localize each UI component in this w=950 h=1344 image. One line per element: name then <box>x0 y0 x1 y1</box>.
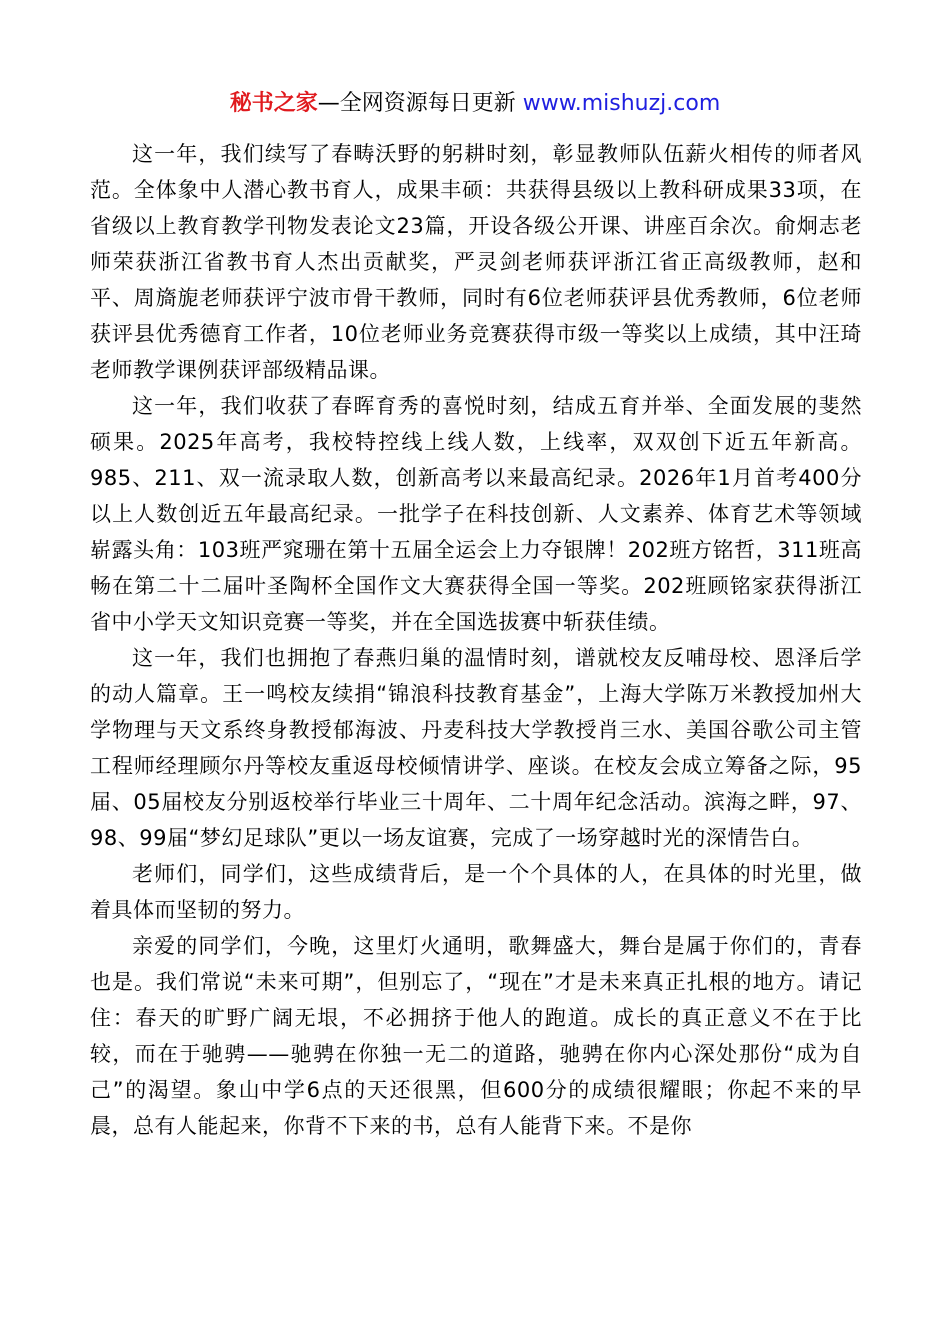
paragraph-alumni: 这一年，我们也拥抱了春燕归巢的温情时刻，谱就校友反哺母校、恩泽后学的动人篇章。王一鸣校友续捐“锦浪科技教育基金”，上海大学陈万米教授加州大学物理与天文系终身教授郁海波、丹麦科技大学教授肖三水、美国谷歌公司主管工程师经理顾尔丹等校友重返母校倾情讲学、座谈。在校友会成立筹备之际，95届、05届校友分别返校举行毕业三十周年、二十周年纪念活动。滨海之畔，97、98、99届“梦幻足球队”更以一场友谊赛，完成了一场穿越时光的深情告白。 <box>90 646 862 850</box>
page-header <box>0 86 950 122</box>
paragraph-student-achievements: 这一年，我们收获了春晖育秀的喜悦时刻，结成五育并举、全面发展的斐然硕果。2025年高考，我校特控线上线人数，上线率，双双创下近五年新高。985、211、双一流录取人数，创新高考以来最高纪录。2026年1月首考400分以上人数创近五年最高纪录。一批学子在科技创新、人文素养、体育艺术等领域崭露头角：103班严窕珊在第十五届全运会上力夺银牌！202班方铭哲，311班高畅在第二十二届叶圣陶杯全国作文大赛获得全国一等奖。202班顾铭家获得浙江省中小学天文知识竞赛一等奖，并在全国选拔赛中斩获佳绩。 <box>90 394 862 634</box>
brand-name: 秘书之家 <box>229 91 318 116</box>
paragraph-teachers-achievements: 这一年，我们续写了春畴沃野的躬耕时刻，彰显教师队伍薪火相传的师者风范。全体象中人潜心教书育人，成果丰硕：共获得县级以上教科研成果33项，在省级以上教育教学刊物发表论文23篇，开设各级公开课、讲座百余次。俞炯志老师荣获浙江省教书育人杰出贡献奖，严灵剑老师获评浙江省正高级教师，赵和平、周旖旎老师获评宁波市骨干教师，同时有6位老师获评县优秀教师，6位老师获评县优秀德育工作者，10位老师业务竞赛获得市级一等奖以上成绩，其中汪琦老师教学课例获评部级精品课。 <box>90 142 862 382</box>
paragraph-transition: 老师们，同学们，这些成绩背后，是一个个具体的人，在具体的时光里，做着具体而坚韧的努力。 <box>90 862 862 922</box>
site-url-link[interactable]: www.mishuzj.com <box>522 91 721 116</box>
header-tagline: —全网资源每日更新 <box>317 91 523 116</box>
paragraph-address-students: 亲爱的同学们，今晚，这里灯火通明，歌舞盛大，舞台是属于你们的，青春也是。我们常说“未来可期”，但别忘了，“现在”才是未来真正扎根的地方。请记住：春天的旷野广阔无垠，不必拥挤于他人的跑道。成长的真正意义不在于比较，而在于驰骋——驰骋在你独一无二的道路，驰骋在你内心深处那份“成为自己”的渴望。象山中学6点的天还很黑，但600分的成绩很耀眼；你起不来的早晨，总有人能起来，你背不下来的书，总有人能背下来。不是你 <box>90 934 862 1138</box>
document-body <box>90 136 862 1144</box>
